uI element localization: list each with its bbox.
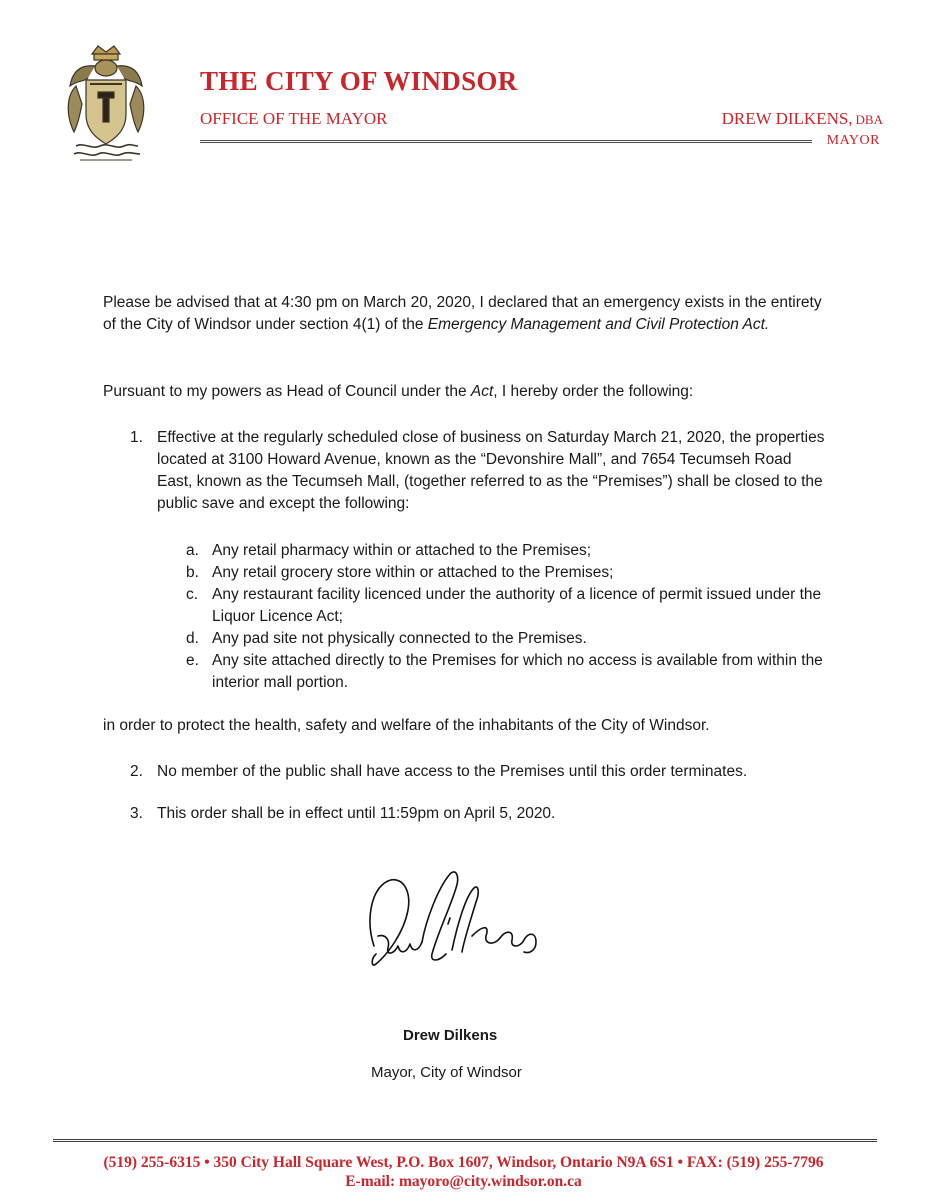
exception-text: Any retail grocery store within or attached to the Premises; (212, 564, 614, 581)
exception-text: Any restaurant facility licenced under the authority of a licence of permit issued under the Liquor Licence Act; (212, 586, 822, 625)
order-text: No member of the public shall have access to the Premises until this order terminates. (157, 763, 748, 780)
signatory-name: Drew Dilkens (403, 1027, 498, 1044)
mayor-name (722, 109, 883, 129)
exception-item-a (186, 540, 826, 562)
exception-letter: e. (186, 652, 199, 669)
order-number: 2. (130, 763, 143, 780)
mayor-name-text: DREW DILKENS, (721, 109, 853, 128)
declaration-paragraph (103, 292, 825, 336)
act-reference: Act (470, 383, 494, 400)
order-number: 3. (130, 805, 143, 822)
coat-of-arms-icon (58, 40, 154, 168)
exceptions-list (186, 540, 826, 694)
order-number: 1. (130, 429, 143, 446)
act-name: Emergency Management and Civil Protection Act. (427, 316, 770, 333)
exception-item-d (186, 628, 826, 650)
footer-email: E-mail: mayoro@city.windsor.on.ca (345, 1173, 582, 1190)
exception-item-e (186, 650, 826, 694)
order-intro-start: Pursuant to my powers as Head of Council under the (103, 383, 471, 400)
exception-letter: b. (186, 564, 199, 581)
signatory-title: Mayor, City of Windsor (371, 1064, 522, 1081)
office-title: OFFICE OF THE MAYOR (200, 109, 388, 128)
order-intro-paragraph (103, 381, 825, 403)
declaration-text: Please be advised that at 4:30 pm on March 20, 2020, I declared that an emergency exists in the entirety of the City of Windsor under section 4(1) of the (103, 294, 822, 333)
mayor-credential: DBA (855, 112, 883, 127)
purpose-paragraph: in order to protect the health, safety and welfare of the inhabitants of the City of Windsor. (103, 717, 710, 734)
footer-rule (53, 1139, 877, 1142)
handwritten-signature (352, 862, 562, 974)
exception-text: Any site attached directly to the Premises for which no access is available from within the interior mall portion. (212, 652, 823, 691)
mayor-title: MAYOR (826, 133, 880, 148)
exception-letter: a. (186, 542, 199, 559)
order-intro-end: , I hereby order the following: (493, 383, 694, 400)
exception-text: Any pad site not physically connected to the Premises. (212, 630, 587, 647)
exception-text: Any retail pharmacy within or attached to the Premises; (212, 542, 592, 559)
footer-contact: (519) 255-6315 • 350 City Hall Square West, P.O. Box 1607, Windsor, Ontario N9A 6S1 • FAX: (519) 255-7796 (103, 1154, 824, 1171)
order-text: This order shall be in effect until 11:59pm on April 5, 2020. (157, 805, 556, 822)
exception-letter: d. (186, 630, 199, 647)
exception-item-b (186, 562, 826, 584)
city-title: THE CITY OF WINDSOR (200, 66, 518, 96)
exception-item-c (186, 584, 826, 628)
order-text: Effective at the regularly scheduled close of business on Saturday March 21, 2020, the properties located at 3100 Howard Avenue, known as the “Devonshire Mall”, and 7654 Tecumseh Road East, known as the Tecumseh Mall, (together referred to as the “Premises”) shall be closed to the public save and except the following: (157, 429, 825, 512)
exception-letter: c. (186, 586, 199, 603)
header-rule (200, 140, 812, 143)
